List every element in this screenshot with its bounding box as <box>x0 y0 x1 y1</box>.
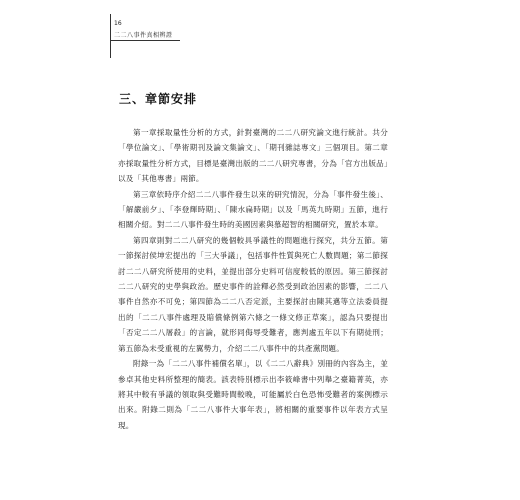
paragraph-chapter-four: 第四章則對二二八研究的幾個較具爭議性的問題進行探究，共分五節。第一節探討侯坤宏提出的「三大爭議」，包括事件性質與死亡人數問題；第二節探討二二八研究所使用的史料，並提出部分史料可信度較低的原因。第三節探討二二八研究的史學與政治。歷史事件的詮釋必然受到政治因素的影響，二二八事件自然亦不可免；第四節為二二八否定派，主要探討由陳其邁等立法委員提出的「二二八事件處理及賠償條例第六條之一條文修正草案」，認為只要提出「否定二二八屠殺」的言論，就形同侮辱受難者，應判處五年以下有期徒刑；第五節為未受重視的左翼勢力，介紹二二八事件中的共產黨問題。 <box>118 235 388 353</box>
page-number: 16 <box>114 20 122 27</box>
section-heading: 三、章節安排 <box>119 92 198 106</box>
paragraph-appendices: 附錄一為「二二八事件補償名單」，以《二二八辭典》別冊的內容為主，並參卓其他史料所整理的簡表。該表特別標示出李筱峰書中列舉之臺籍菁英，亦將其中較有爭議的領取與受難時間較晚，可能屬於白色恐怖受難者的案例標示出來。附錄二則為「二二八事件大事年表」，將相關的重要事件以年表方式呈現。 <box>118 359 388 430</box>
body-text <box>118 125 388 433</box>
paragraph-chapter-three: 第三章依時序介紹二二八事件發生以來的研究情況，分為「事件發生後」、「解嚴前夕」、「李登輝時期」、「陳水扁時期」以及「馬英九時期」五節，進行相關介紹。對二二八事件發生時的美國因素與慕超智的相關研究，置於本章。 <box>118 189 388 230</box>
header-vertical-rule <box>110 14 111 58</box>
header-horizontal-rule <box>110 40 180 41</box>
paragraph-chapter-one-two: 第一章採取量性分析的方式，針對臺灣的二二八研究論文進行統計。共分「學位論文」、「學術期刊及論文集論文」、「期刊雜誌專文」三個項目。第二章亦採取量性分析方式，目標是臺灣出版的二二八研究專書，分為「官方出版品」以及「其他專書」兩節。 <box>118 128 388 184</box>
running-title: 二二八事件真相辨證 <box>114 32 173 39</box>
